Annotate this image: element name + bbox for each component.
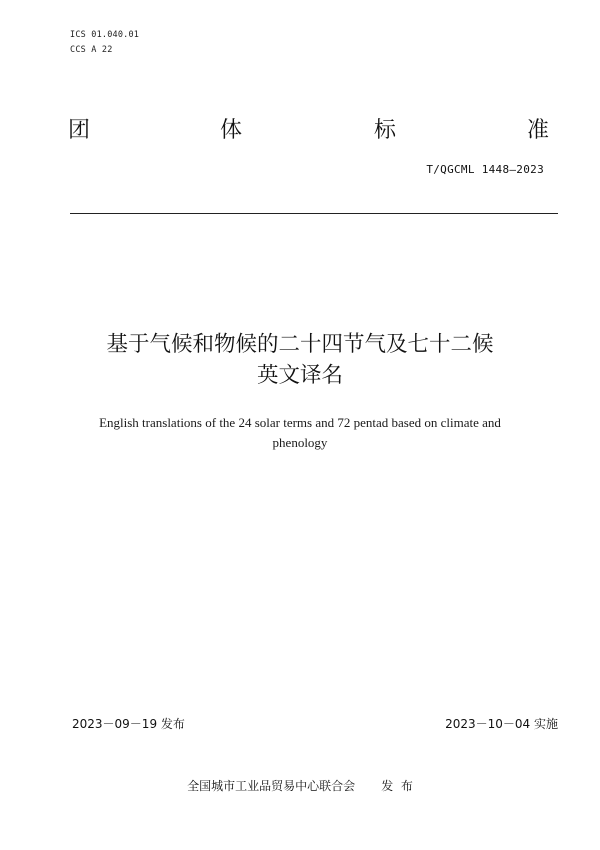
english-title-line-2: phenology bbox=[272, 435, 328, 450]
standard-type-char-2: 体 bbox=[220, 118, 243, 143]
ics-code: ICS 01.040.01 bbox=[70, 30, 140, 40]
english-title bbox=[80, 413, 520, 453]
standard-type-char-1: 团 bbox=[68, 118, 91, 143]
issuer bbox=[0, 778, 600, 794]
chinese-title-line-1: 基于气候和物候的二十四节气及七十二候 bbox=[106, 332, 494, 357]
standard-type-heading bbox=[0, 114, 600, 148]
standard-type-char-3: 标 bbox=[374, 118, 397, 143]
ccs-code: CCS A 22 bbox=[70, 45, 113, 55]
standard-type-char-4: 准 bbox=[527, 118, 550, 143]
implement-date: 2023－10－04 实施 bbox=[445, 717, 558, 731]
standard-number: T/QGCML 1448—2023 bbox=[426, 163, 544, 176]
chinese-title-line-2: 英文译名 bbox=[256, 363, 343, 388]
chinese-title bbox=[40, 329, 560, 391]
english-title-line-1: English translations of the 24 solar terms and 72 pentad based on climate and bbox=[99, 415, 501, 430]
header-divider bbox=[70, 213, 558, 214]
issuer-name: 全国城市工业品贸易中心联合会 bbox=[187, 779, 356, 793]
publish-date: 2023－09－19 发布 bbox=[72, 717, 185, 731]
issuer-action: 发 布 bbox=[381, 779, 413, 793]
